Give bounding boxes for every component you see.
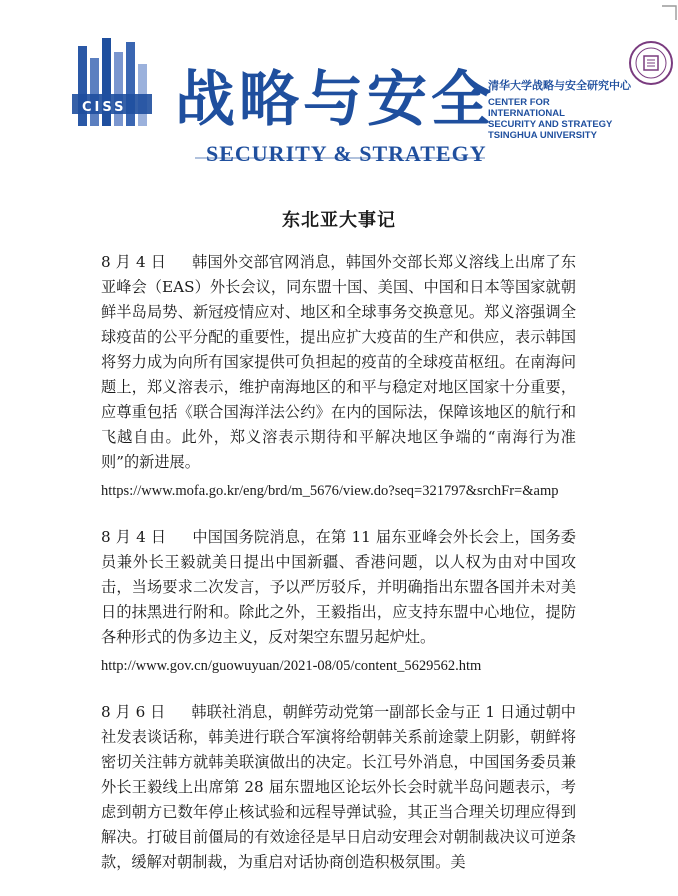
event-entry xyxy=(101,250,576,504)
center-en-line: SECURITY AND STRATEGY xyxy=(488,119,613,130)
event-entry xyxy=(101,700,576,875)
event-text: 韩国外交部官网消息，韩国外交部长郑义溶线上出席了东亚峰会（EAS）外长会议，同东盟十国、美国、中国和日本等国家就朝鲜半岛局势、新冠疫情应对、地区和全球事务交换意见。郑义溶强调全球疫苗的公平分配的重要性，提出应扩大疫苗的生产和供应，表示韩国将努力成为向所有国家提供可负担起的疫苗的全球疫苗枢纽。在南海问题上，郑义溶表示，维护南海地区的和平与稳定对地区国家十分重要，应尊重包括《联合国海洋法公约》在内的国际法，保障该地区的航行和飞越自由。此外，郑义溶表示期待和平解决地区争端的“南海行为准则”的新进展。 xyxy=(101,253,577,471)
event-date: 8 月 6 日 xyxy=(101,703,166,721)
source-link[interactable]: http://www.gov.cn/guowuyuan/2021-08/05/content_5629562.htm xyxy=(101,658,482,674)
page-corner-icon xyxy=(660,4,678,22)
event-paragraph xyxy=(101,525,576,650)
center-name-en xyxy=(488,97,612,141)
center-en-line: CENTER FOR xyxy=(488,97,550,108)
event-paragraph xyxy=(101,700,576,875)
event-date: 8 月 4 日 xyxy=(101,253,167,271)
journal-title-en: SECURITY & STRATEGY xyxy=(206,141,487,166)
event-text: 韩联社消息，朝鲜劳动党第一副部长金与正 1 日通过朝中社发表谈话称，韩美进行联合军演将给朝韩关系前途蒙上阴影，朝鲜将密切关注韩方就韩美联演做出的决定。长江号外消息，中国国务委员兼外长王毅线上出席第 28 届东盟地区论坛外长会时就半岛问题表示，考虑到朝方已数年停止核试验和远程导弹试验，其正当合理关切理应得到解决。打破目前僵局的有效途径是早日启动安理会对朝制裁决议可逆条款，缓解对朝制裁，为重启对话协商创造积极氛围。美 xyxy=(101,703,576,871)
document-title: 东北亚大事记 xyxy=(282,210,396,231)
event-paragraph xyxy=(101,250,576,475)
journal-title-cn: 战略与安全 xyxy=(175,65,495,135)
masthead xyxy=(0,0,678,175)
event-entry xyxy=(101,525,576,679)
center-name-cn: 清华大学战略与安全研究中心 xyxy=(488,79,631,92)
university-seal-icon xyxy=(628,40,674,86)
source-link[interactable]: https://www.mofa.go.kr/eng/brd/m_5676/view.do?seq=321797&srchFr=&amp xyxy=(101,483,559,499)
center-en-line: TSINGHUA UNIVERSITY xyxy=(488,130,597,141)
events-list xyxy=(101,250,576,896)
event-text: 中国国务院消息，在第 11 届东亚峰会外长会上，国务委员兼外长王毅就美日提出中国新疆、香港问题，以人权为由对中国攻击，当场要求二次发言，予以严厉驳斥，并明确指出东盟各国并未对美日的抹黑进行附和。除此之外，王毅指出，应支持东盟中心地位，提防各种形式的伪多边主义，反对架空东盟另起炉灶。 xyxy=(101,528,576,646)
logo-text: CISS xyxy=(82,100,127,115)
center-en-line: INTERNATIONAL xyxy=(488,108,565,119)
event-date: 8 月 4 日 xyxy=(101,528,167,546)
